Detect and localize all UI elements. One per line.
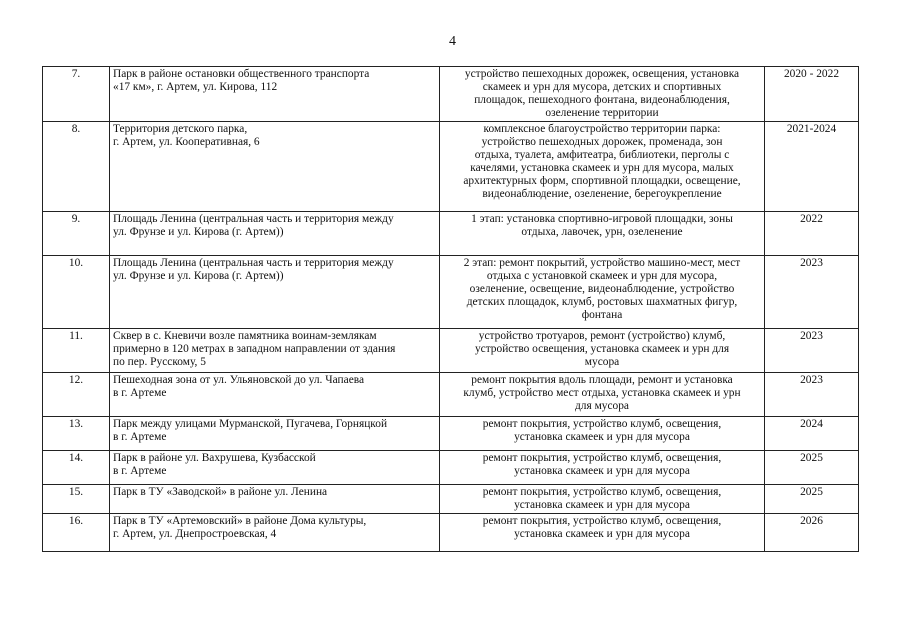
implementation-years: 2025 (765, 485, 859, 514)
works-cell (440, 373, 765, 417)
improvement-objects-table (42, 66, 859, 552)
works-line: установка скамеек и урн для мусора (514, 465, 690, 478)
object-name-line: Территория детского парка, (113, 123, 248, 135)
works-line: устройство пешеходных дорожек, променада, зон (481, 136, 723, 149)
row-number: 15. (43, 485, 110, 514)
table-row (43, 67, 859, 122)
table-row (43, 329, 859, 373)
object-name-cell (110, 256, 440, 329)
object-name-cell (110, 485, 440, 514)
works-line: установка скамеек и урн для мусора (514, 431, 690, 444)
object-name-cell (110, 212, 440, 256)
table-row (43, 485, 859, 514)
object-name-line: Сквер в с. Кневичи возле памятника воинам-землякам (113, 330, 377, 342)
works-line: видеонаблюдение, озеленение, берегоукрепление (482, 188, 722, 201)
row-number: 16. (43, 514, 110, 552)
implementation-years: 2021-2024 (765, 122, 859, 212)
works-cell (440, 256, 765, 329)
object-name-line: Парк в районе остановки общественного транспорта (113, 68, 370, 80)
object-name-cell (110, 122, 440, 212)
implementation-years: 2023 (765, 329, 859, 373)
table-row (43, 417, 859, 451)
works-line: озеленение территории (545, 107, 659, 120)
object-name-line: Парк в районе ул. Вахрушева, Кузбасской (113, 452, 316, 464)
object-name-line: Площадь Ленина (центральная часть и территория между (113, 257, 394, 269)
works-cell (440, 417, 765, 451)
object-name-cell (110, 67, 440, 122)
works-cell (440, 485, 765, 514)
table-row (43, 122, 859, 212)
object-name-line: Площадь Ленина (центральная часть и территория между (113, 213, 394, 225)
works-line: площадок, пешеходного фонтана, видеонаблюдения, (474, 94, 730, 107)
row-number: 8. (43, 122, 110, 212)
row-number: 14. (43, 451, 110, 485)
table-row (43, 373, 859, 417)
works-line: устройство тротуаров, ремонт (устройство) клумб, (478, 330, 726, 342)
object-name-line: Парк в ТУ «Артемовский» в районе Дома культуры, (113, 515, 367, 527)
works-line: качелями, установка скамеек и урн для мусора, малых (470, 162, 734, 175)
works-cell (440, 67, 765, 122)
object-name-line: в г. Артеме (113, 465, 167, 478)
works-line: для мусора (575, 400, 629, 413)
object-name-line: Парк в ТУ «Заводской» в районе ул. Ленина (113, 486, 328, 498)
object-name-line: в г. Артеме (113, 431, 167, 444)
works-line: детских площадок, клумб, ростовых шахматных фигур, (466, 296, 738, 309)
works-cell (440, 329, 765, 373)
table-row (43, 451, 859, 485)
works-line: отдыха, лавочек, урн, озеленение (521, 226, 683, 239)
object-name-line: Пешеходная зона от ул. Ульяновской до ул. Чапаева (113, 374, 365, 386)
works-line: устройство пешеходных дорожек, освещения, установка (464, 68, 740, 80)
row-number: 10. (43, 256, 110, 329)
works-line: архитектурных форм, спортивной площадки, освещение, (463, 175, 741, 188)
object-name-line: по пер. Русскому, 5 (113, 356, 206, 369)
works-line: клумб, устройство мест отдыха, установка скамеек и урн (463, 387, 741, 400)
table-row (43, 514, 859, 552)
implementation-years: 2024 (765, 417, 859, 451)
works-line: ремонт покрытия, устройство клумб, освещения, (482, 452, 722, 464)
works-line: устройство освещения, установка скамеек и урн для (474, 343, 730, 356)
works-line: озеленение, освещение, видеонаблюдение, устройство (469, 283, 735, 296)
works-line: комплексное благоустройство территории парка: (483, 123, 721, 135)
object-name-line: Парк между улицами Мурманской, Пугачева, Горняцкой (113, 418, 388, 430)
page-number: 4 (449, 34, 456, 49)
works-line: ремонт покрытия, устройство клумб, освещения, (482, 515, 722, 527)
row-number: 7. (43, 67, 110, 122)
works-cell (440, 451, 765, 485)
object-name-line: «17 км», г. Артем, ул. Кирова, 112 (113, 81, 278, 94)
row-number: 9. (43, 212, 110, 256)
row-number: 11. (43, 329, 110, 373)
table-row (43, 256, 859, 329)
implementation-years: 2025 (765, 451, 859, 485)
works-line: установка скамеек и урн для мусора (514, 499, 690, 512)
table-row (43, 212, 859, 256)
object-name-cell (110, 373, 440, 417)
works-cell (440, 514, 765, 552)
row-number: 13. (43, 417, 110, 451)
implementation-years: 2026 (765, 514, 859, 552)
works-line: фонтана (581, 309, 623, 322)
works-line: отдыха с установкой скамеек и урн для мусора, (486, 270, 718, 283)
works-line: ремонт покрытия, устройство клумб, освещения, (482, 486, 722, 498)
works-line: установка скамеек и урн для мусора (514, 528, 690, 541)
implementation-years: 2023 (765, 373, 859, 417)
implementation-years: 2022 (765, 212, 859, 256)
works-line: ремонт покрытия, устройство клумб, освещения, (482, 418, 722, 430)
object-name-line: ул. Фрунзе и ул. Кирова (г. Артем)) (113, 226, 284, 239)
row-number: 12. (43, 373, 110, 417)
implementation-years: 2020 - 2022 (765, 67, 859, 122)
object-name-line: примерно в 120 метрах в западном направлении от здания (113, 343, 396, 356)
object-name-cell (110, 329, 440, 373)
object-name-line: г. Артем, ул. Кооперативная, 6 (113, 136, 260, 149)
works-line: ремонт покрытия вдоль площади, ремонт и установка (471, 374, 733, 386)
works-line: мусора (584, 356, 620, 369)
table-body (43, 67, 859, 552)
implementation-years: 2023 (765, 256, 859, 329)
object-name-cell (110, 417, 440, 451)
works-line: скамеек и урн для мусора, детских и спортивных (482, 81, 722, 94)
works-line: 1 этап: установка спортивно-игровой площадки, зоны (471, 213, 733, 225)
object-name-line: ул. Фрунзе и ул. Кирова (г. Артем)) (113, 270, 284, 283)
works-line: 2 этап: ремонт покрытий, устройство машино-мест, мест (463, 257, 741, 269)
works-cell (440, 122, 765, 212)
object-name-cell (110, 514, 440, 552)
works-line: отдыха, туалета, амфитеатра, библиотеки, перголы с (474, 149, 730, 162)
object-name-cell (110, 451, 440, 485)
works-cell (440, 212, 765, 256)
object-name-line: в г. Артеме (113, 387, 167, 400)
object-name-line: г. Артем, ул. Днепростроевская, 4 (113, 528, 277, 541)
